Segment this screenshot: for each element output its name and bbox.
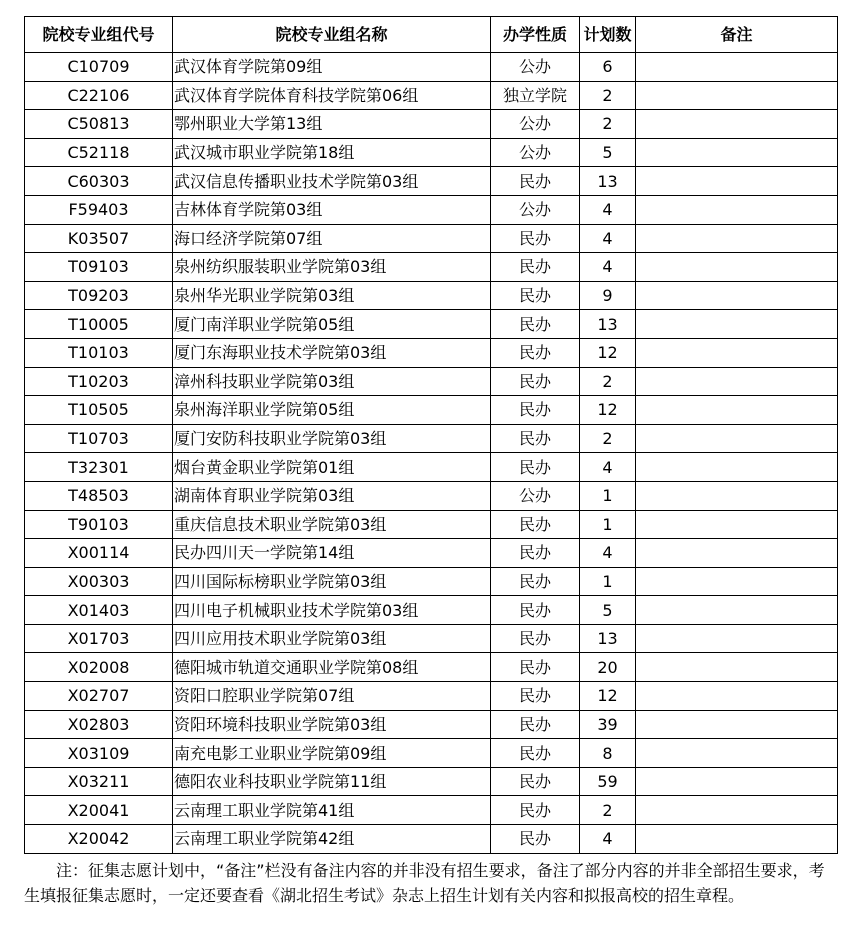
remarks-cell — [636, 110, 838, 139]
group-name-cell: 海口经济学院第07组 — [173, 224, 491, 253]
group-name-cell: 鄂州职业大学第13组 — [173, 110, 491, 139]
table-row — [25, 110, 838, 139]
school-type-cell: 民办 — [491, 596, 580, 625]
remarks-cell — [636, 53, 838, 82]
school-type-cell: 民办 — [491, 310, 580, 339]
group-name-cell: 资阳口腔职业学院第07组 — [173, 682, 491, 711]
remarks-cell — [636, 710, 838, 739]
plan-table-container — [24, 16, 838, 854]
group-code-cell: X20041 — [25, 796, 173, 825]
group-name-cell: 泉州海洋职业学院第05组 — [173, 396, 491, 425]
school-type-cell: 公办 — [491, 481, 580, 510]
remarks-cell — [636, 567, 838, 596]
group-name-cell: 厦门南洋职业学院第05组 — [173, 310, 491, 339]
remarks-cell — [636, 624, 838, 653]
group-name-cell: 厦门东海职业技术学院第03组 — [173, 338, 491, 367]
group-code-cell: X02008 — [25, 653, 173, 682]
table-header-row — [25, 17, 838, 53]
plan-count-cell: 12 — [580, 338, 636, 367]
enrollment-plan-table — [24, 16, 838, 854]
remarks-cell — [636, 596, 838, 625]
school-type-cell: 民办 — [491, 338, 580, 367]
table-row — [25, 796, 838, 825]
table-row — [25, 710, 838, 739]
table-row — [25, 195, 838, 224]
group-name-cell: 烟台黄金职业学院第01组 — [173, 453, 491, 482]
school-type-cell: 民办 — [491, 825, 580, 854]
plan-count-cell: 4 — [580, 453, 636, 482]
table-row — [25, 224, 838, 253]
group-name-cell: 湖南体育职业学院第03组 — [173, 481, 491, 510]
plan-count-cell: 59 — [580, 767, 636, 796]
remarks-cell — [636, 224, 838, 253]
group-name-cell: 四川应用技术职业学院第03组 — [173, 624, 491, 653]
plan-count-cell: 5 — [580, 596, 636, 625]
group-name-cell: 武汉城市职业学院第18组 — [173, 138, 491, 167]
group-name-cell: 四川电子机械职业技术学院第03组 — [173, 596, 491, 625]
plan-count-cell: 2 — [580, 110, 636, 139]
table-row — [25, 825, 838, 854]
school-type-cell: 民办 — [491, 567, 580, 596]
table-row — [25, 624, 838, 653]
remarks-cell — [636, 424, 838, 453]
remarks-cell — [636, 81, 838, 110]
plan-count-cell: 9 — [580, 281, 636, 310]
group-code-cell: C60303 — [25, 167, 173, 196]
school-type-cell: 民办 — [491, 424, 580, 453]
group-code-cell: T09203 — [25, 281, 173, 310]
group-code-cell: T10005 — [25, 310, 173, 339]
plan-count-cell: 4 — [580, 253, 636, 282]
remarks-cell — [636, 310, 838, 339]
group-code-cell: X02803 — [25, 710, 173, 739]
group-name-cell: 武汉体育学院第09组 — [173, 53, 491, 82]
group-code-cell: C22106 — [25, 81, 173, 110]
group-code-cell: T10703 — [25, 424, 173, 453]
plan-count-cell: 2 — [580, 424, 636, 453]
school-type-cell: 民办 — [491, 539, 580, 568]
header-group-name: 院校专业组名称 — [173, 17, 491, 53]
group-code-cell: T10203 — [25, 367, 173, 396]
plan-count-cell: 4 — [580, 195, 636, 224]
school-type-cell: 独立学院 — [491, 81, 580, 110]
group-name-cell: 武汉体育学院体育科技学院第06组 — [173, 81, 491, 110]
group-name-cell: 民办四川天一学院第14组 — [173, 539, 491, 568]
group-name-cell: 四川国际标榜职业学院第03组 — [173, 567, 491, 596]
school-type-cell: 民办 — [491, 710, 580, 739]
remarks-cell — [636, 510, 838, 539]
group-code-cell: K03507 — [25, 224, 173, 253]
remarks-cell — [636, 338, 838, 367]
remarks-cell — [636, 281, 838, 310]
plan-count-cell: 1 — [580, 510, 636, 539]
group-code-cell: C52118 — [25, 138, 173, 167]
school-type-cell: 民办 — [491, 682, 580, 711]
group-code-cell: X00114 — [25, 539, 173, 568]
group-name-cell: 资阳环境科技职业学院第03组 — [173, 710, 491, 739]
school-type-cell: 民办 — [491, 367, 580, 396]
table-row — [25, 682, 838, 711]
header-remarks: 备注 — [636, 17, 838, 53]
school-type-cell: 公办 — [491, 53, 580, 82]
table-row — [25, 424, 838, 453]
school-type-cell: 民办 — [491, 796, 580, 825]
group-code-cell: T09103 — [25, 253, 173, 282]
school-type-cell: 民办 — [491, 253, 580, 282]
remarks-cell — [636, 767, 838, 796]
remarks-cell — [636, 481, 838, 510]
plan-count-cell: 8 — [580, 739, 636, 768]
group-name-cell: 重庆信息技术职业学院第03组 — [173, 510, 491, 539]
header-plan-count: 计划数 — [580, 17, 636, 53]
school-type-cell: 民办 — [491, 510, 580, 539]
school-type-cell: 民办 — [491, 653, 580, 682]
school-type-cell: 民办 — [491, 281, 580, 310]
table-row — [25, 396, 838, 425]
school-type-cell: 民办 — [491, 224, 580, 253]
remarks-cell — [636, 825, 838, 854]
group-code-cell: X01403 — [25, 596, 173, 625]
group-code-cell: X03109 — [25, 739, 173, 768]
group-code-cell: X01703 — [25, 624, 173, 653]
table-row — [25, 167, 838, 196]
remarks-cell — [636, 195, 838, 224]
plan-count-cell: 4 — [580, 224, 636, 253]
table-row — [25, 453, 838, 482]
school-type-cell: 民办 — [491, 767, 580, 796]
remarks-cell — [636, 796, 838, 825]
group-name-cell: 泉州纺织服装职业学院第03组 — [173, 253, 491, 282]
school-type-cell: 民办 — [491, 167, 580, 196]
plan-count-cell: 5 — [580, 138, 636, 167]
table-row — [25, 596, 838, 625]
plan-count-cell: 12 — [580, 682, 636, 711]
school-type-cell: 公办 — [491, 110, 580, 139]
table-row — [25, 367, 838, 396]
header-group-code: 院校专业组代号 — [25, 17, 173, 53]
plan-count-cell: 4 — [580, 825, 636, 854]
plan-count-cell: 2 — [580, 796, 636, 825]
table-row — [25, 81, 838, 110]
group-code-cell: T90103 — [25, 510, 173, 539]
remarks-cell — [636, 367, 838, 396]
group-code-cell: X00303 — [25, 567, 173, 596]
table-row — [25, 539, 838, 568]
plan-count-cell: 1 — [580, 481, 636, 510]
plan-count-cell: 13 — [580, 310, 636, 339]
group-code-cell: C10709 — [25, 53, 173, 82]
plan-count-cell: 13 — [580, 624, 636, 653]
remarks-cell — [636, 396, 838, 425]
table-row — [25, 767, 838, 796]
group-name-cell: 武汉信息传播职业技术学院第03组 — [173, 167, 491, 196]
remarks-cell — [636, 682, 838, 711]
remarks-cell — [636, 453, 838, 482]
table-row — [25, 739, 838, 768]
plan-count-cell: 12 — [580, 396, 636, 425]
group-name-cell: 漳州科技职业学院第03组 — [173, 367, 491, 396]
group-code-cell: X02707 — [25, 682, 173, 711]
group-name-cell: 南充电影工业职业学院第09组 — [173, 739, 491, 768]
group-name-cell: 德阳农业科技职业学院第11组 — [173, 767, 491, 796]
group-name-cell: 泉州华光职业学院第03组 — [173, 281, 491, 310]
plan-count-cell: 1 — [580, 567, 636, 596]
group-name-cell: 云南理工职业学院第42组 — [173, 825, 491, 854]
table-row — [25, 481, 838, 510]
school-type-cell: 民办 — [491, 453, 580, 482]
group-code-cell: T48503 — [25, 481, 173, 510]
school-type-cell: 公办 — [491, 138, 580, 167]
table-row — [25, 510, 838, 539]
header-school-type: 办学性质 — [491, 17, 580, 53]
plan-count-cell: 20 — [580, 653, 636, 682]
school-type-cell: 民办 — [491, 739, 580, 768]
group-code-cell: T32301 — [25, 453, 173, 482]
group-code-cell: T10103 — [25, 338, 173, 367]
remarks-cell — [636, 653, 838, 682]
school-type-cell: 民办 — [491, 396, 580, 425]
table-row — [25, 338, 838, 367]
plan-count-cell: 39 — [580, 710, 636, 739]
group-code-cell: X03211 — [25, 767, 173, 796]
group-code-cell: F59403 — [25, 195, 173, 224]
plan-count-cell: 2 — [580, 367, 636, 396]
school-type-cell: 民办 — [491, 624, 580, 653]
plan-count-cell: 4 — [580, 539, 636, 568]
remarks-cell — [636, 539, 838, 568]
group-name-cell: 云南理工职业学院第41组 — [173, 796, 491, 825]
remarks-cell — [636, 167, 838, 196]
remarks-cell — [636, 739, 838, 768]
remarks-cell — [636, 138, 838, 167]
plan-count-cell: 6 — [580, 53, 636, 82]
table-row — [25, 567, 838, 596]
group-code-cell: T10505 — [25, 396, 173, 425]
table-row — [25, 53, 838, 82]
footnote: 注：征集志愿计划中，“备注”栏没有备注内容的并非没有招生要求，备注了部分内容的并非全部招生要求，考生填报征集志愿时，一定还要查看《湖北招生考试》杂志上招生计划有关内容和拟报高校的招生章程。 — [24, 861, 825, 905]
school-type-cell: 公办 — [491, 195, 580, 224]
table-body — [25, 53, 838, 854]
table-row — [25, 253, 838, 282]
group-code-cell: C50813 — [25, 110, 173, 139]
table-row — [25, 310, 838, 339]
group-name-cell: 德阳城市轨道交通职业学院第08组 — [173, 653, 491, 682]
table-row — [25, 138, 838, 167]
group-code-cell: X20042 — [25, 825, 173, 854]
plan-count-cell: 13 — [580, 167, 636, 196]
group-name-cell: 吉林体育学院第03组 — [173, 195, 491, 224]
plan-count-cell: 2 — [580, 81, 636, 110]
remarks-cell — [636, 253, 838, 282]
group-name-cell: 厦门安防科技职业学院第03组 — [173, 424, 491, 453]
table-row — [25, 653, 838, 682]
table-row — [25, 281, 838, 310]
